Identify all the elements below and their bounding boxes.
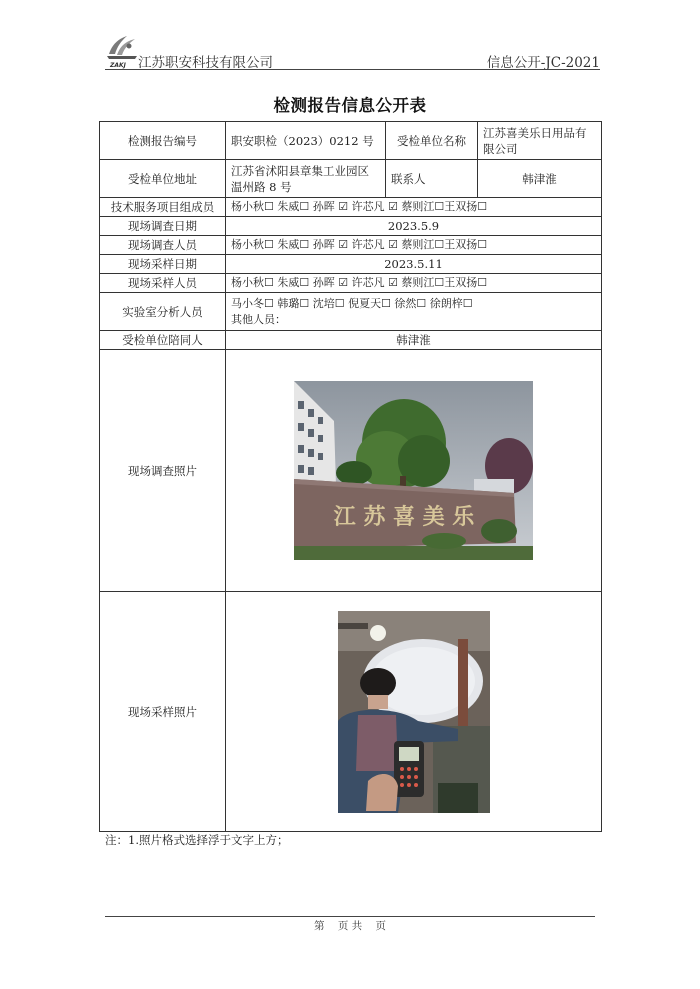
info-table (99, 121, 602, 832)
page-title: 检测报告信息公开表 (273, 96, 427, 115)
company-name: 江苏职安科技有限公司 (138, 55, 273, 71)
company-logo (105, 32, 139, 70)
footnote: 注：1.照片格式选择浮于文字上方； (105, 833, 289, 847)
sampling-date-label: 现场采样日期 (100, 255, 226, 274)
sign-text: 江 苏 喜 美 乐 (333, 504, 475, 530)
address-label: 受检单位地址 (100, 160, 226, 198)
survey-date-value: 2023.5.9 (226, 217, 602, 236)
table-row (100, 592, 602, 832)
table-row (100, 236, 602, 255)
address-value: 江苏省沭阳县章集工业园区温州路 8 号 (226, 160, 386, 198)
survey-photo (294, 381, 533, 560)
escort-label: 受检单位陪同人 (100, 331, 226, 350)
unit-name-label: 受检单位名称 (386, 122, 478, 160)
table-row (100, 217, 602, 236)
table-row (100, 274, 602, 293)
table-row (100, 350, 602, 592)
table-row (100, 122, 602, 160)
header-rule (105, 69, 600, 70)
contact-label: 联系人 (386, 160, 478, 198)
lab-other-line: 其他人员： (231, 312, 286, 326)
page-header (105, 32, 600, 72)
team-value: 杨小秋☐ 朱威☐ 孙晖 ☑ 许芯凡 ☑ 蔡则江☐王双扬☐ (226, 198, 602, 217)
document-id: 信息公开-JC-2021 (486, 55, 600, 71)
lab-staff-line: 马小冬☐ 韩璐☐ 沈培☐ 倪夏天☐ 徐然☐ 徐朗梓☐ (231, 296, 473, 310)
report-no-value: 职安职检（2023）0212 号 (226, 122, 386, 160)
logo-text: ZAKJ (110, 62, 126, 69)
table-row (100, 160, 602, 198)
sampling-photo (338, 611, 490, 813)
table-row (100, 198, 602, 217)
table-row (100, 255, 602, 274)
sampling-date-value: 2023.5.11 (226, 255, 602, 274)
sampling-photo-cell (226, 592, 602, 832)
footer-rule (105, 916, 595, 917)
escort-value: 韩津淮 (226, 331, 602, 350)
logo-icon (105, 32, 139, 62)
sampling-staff-label: 现场采样人员 (100, 274, 226, 293)
page-footer: 第 页 共 页 (313, 920, 387, 932)
survey-staff-label: 现场调查人员 (100, 236, 226, 255)
survey-date-label: 现场调查日期 (100, 217, 226, 236)
sampling-photo-label: 现场采样照片 (100, 592, 226, 832)
survey-photo-cell (226, 350, 602, 592)
lab-value (226, 293, 602, 331)
team-label: 技术服务项目组成员 (100, 198, 226, 217)
report-no-label: 检测报告编号 (100, 122, 226, 160)
sampling-staff-value: 杨小秋☐ 朱威☐ 孙晖 ☑ 许芯凡 ☑ 蔡则江☐王双扬☐ (226, 274, 602, 293)
unit-name-value: 江苏喜美乐日用品有限公司 (478, 122, 602, 160)
table-row (100, 293, 602, 331)
lab-label: 实验室分析人员 (100, 293, 226, 331)
table-row (100, 331, 602, 350)
contact-value: 韩津淮 (478, 160, 602, 198)
survey-staff-value: 杨小秋☐ 朱威☐ 孙晖 ☑ 许芯凡 ☑ 蔡则江☐王双扬☐ (226, 236, 602, 255)
survey-photo-label: 现场调查照片 (100, 350, 226, 592)
